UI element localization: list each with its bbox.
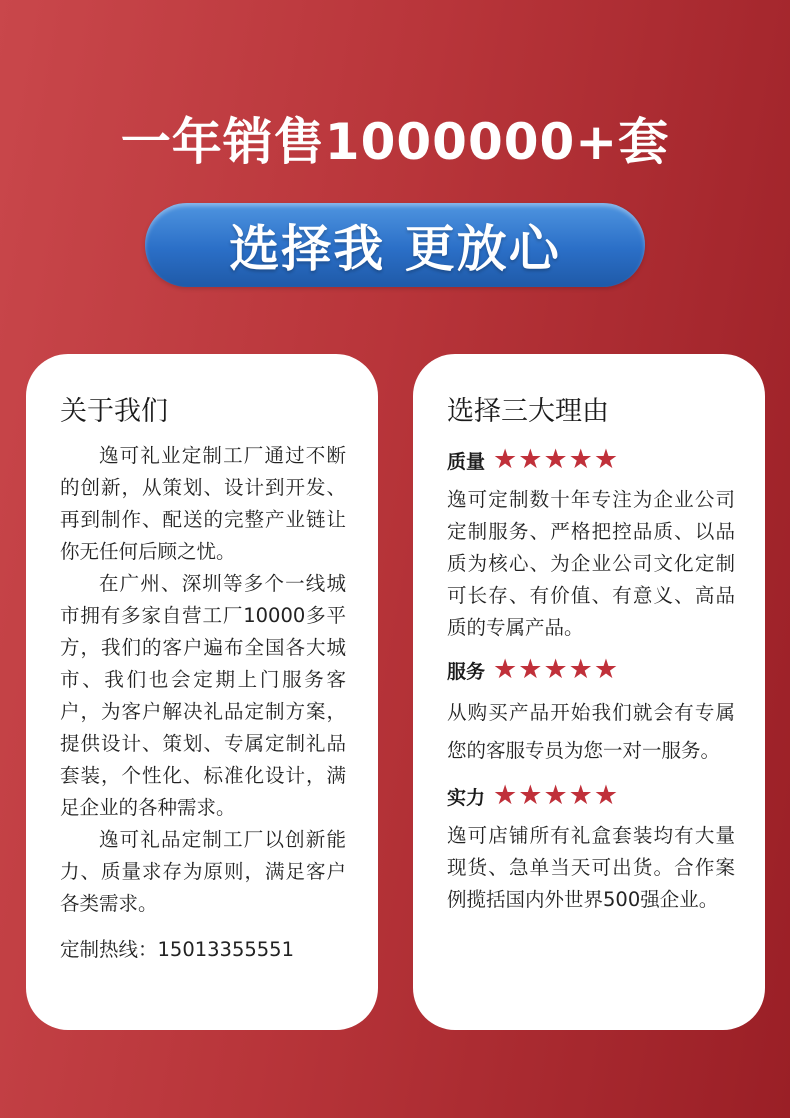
star-icon: ★ [593,654,619,685]
star-icon: ★ [518,780,543,811]
reason-service [447,650,735,770]
reason-text: 逸可定制数十年专注为企业公司定制服务、严格把控品质、以品质为核心、为企业公司文化定制可长存、有价值、有意义、高品质的专属产品。 [447,488,735,639]
star-icon: ★ [593,444,619,475]
reason-label: 实力 [447,786,486,809]
star-icon: ★ [493,654,518,685]
star-icon: ★ [568,444,593,475]
hotline: 定制热线：15013355551 [60,938,294,961]
star-icon: ★ [493,780,518,811]
star-icon: ★ [593,780,619,811]
about-paragraph: 逸可礼品定制工厂以创新能力、质量求存为原则，满足客户各类需求。 [60,828,346,915]
about-paragraph: 在广州、深圳等多个一线城市拥有多家自营工厂10000多平方，我们的客户遍布全国各大城市、我们也会定期上门服务客户，为客户解决礼品定制方案，提供设计、策划、专属定制礼品套装，个性化、标准化设计，满足企业的各种需求。 [60,572,346,819]
reasons-card [413,354,765,1030]
reason-text: 逸可店铺所有礼盒套装均有大量现货、急单当天可出货。合作案例揽括国内外世界500强企业。 [447,824,735,911]
star-rating [493,445,619,475]
promo-banner-text: 选择我 更放心 [229,220,561,278]
reason-strength [447,776,735,916]
about-card [26,354,378,1030]
star-icon: ★ [518,654,543,685]
reason-quality [447,440,735,644]
reason-label: 服务 [447,660,486,683]
promo-banner [145,203,645,287]
reason-label: 质量 [447,450,486,473]
headline: 一年销售1000000+套 [120,113,670,171]
star-icon: ★ [543,654,568,685]
star-icon: ★ [568,780,593,811]
reasons-title: 选择三大理由 [447,396,609,427]
star-rating [493,781,619,811]
about-title: 关于我们 [60,396,168,427]
star-rating [493,655,619,685]
reason-text: 从购买产品开始我们就会有专属您的客服专员为您一对一服务。 [447,701,735,762]
star-icon: ★ [543,780,568,811]
star-icon: ★ [568,654,593,685]
star-icon: ★ [518,444,543,475]
star-icon: ★ [493,444,518,475]
star-icon: ★ [543,444,568,475]
about-paragraph: 逸可礼业定制工厂通过不断的创新，从策划、设计到开发、再到制作、配送的完整产业链让你无任何后顾之忧。 [60,444,346,563]
